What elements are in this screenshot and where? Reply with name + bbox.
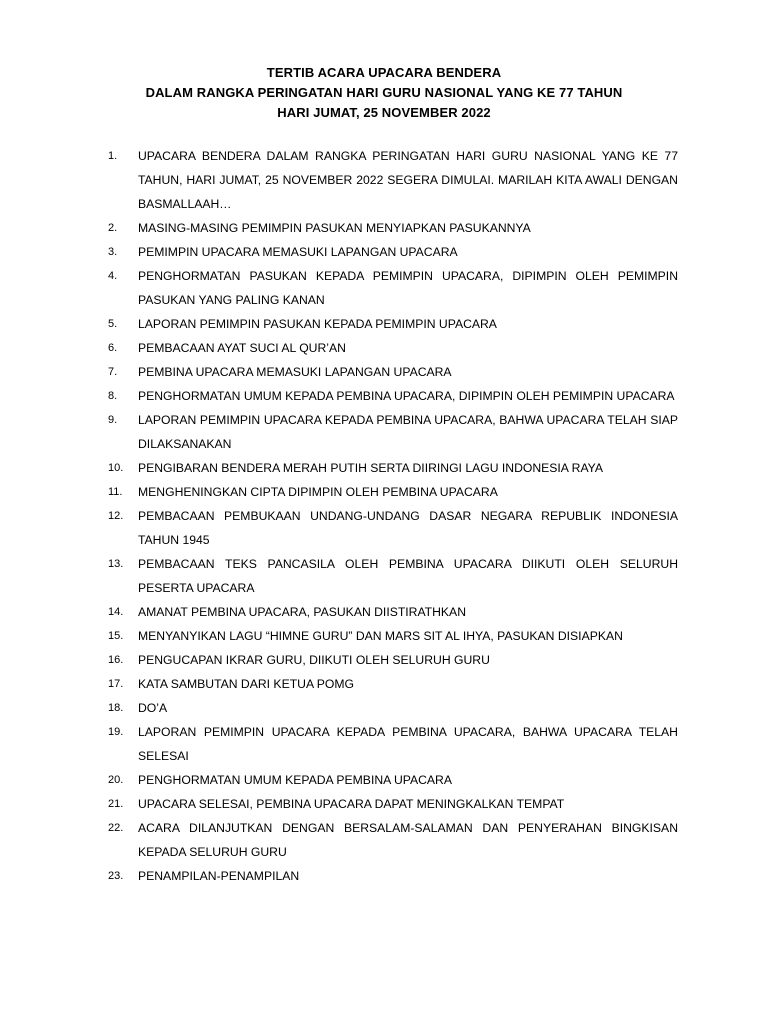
- item-text: PENGUCAPAN IKRAR GURU, DIIKUTI OLEH SELURUH GURU: [138, 653, 490, 667]
- list-item: [108, 864, 678, 888]
- item-text: MENYANYIKAN LAGU “HIMNE GURU” DAN MARS SIT AL IHYA, PASUKAN DISIAPKAN: [138, 629, 623, 643]
- item-text: PEMBACAAN TEKS PANCASILA OLEH PEMBINA UPACARA DIIKUTI OLEH SELURUH PESERTA UPACARA: [138, 557, 678, 595]
- title-line-3: HARI JUMAT, 25 NOVEMBER 2022: [277, 105, 491, 120]
- item-number: 11.: [108, 486, 123, 498]
- item-text: DO’A: [138, 701, 168, 715]
- item-text: LAPORAN PEMIMPIN PASUKAN KEPADA PEMIMPIN UPACARA: [138, 317, 497, 331]
- list-item: [108, 816, 678, 864]
- item-text: PEMBACAAN PEMBUKAAN UNDANG-UNDANG DASAR NEGARA REPUBLIK INDONESIA TAHUN 1945: [138, 509, 678, 547]
- item-number: 8.: [108, 390, 118, 402]
- item-number: 4.: [108, 270, 118, 282]
- item-text: PEMBINA UPACARA MEMASUKI LAPANGAN UPACARA: [138, 365, 452, 379]
- list-item: [108, 336, 678, 360]
- list-item: [108, 216, 678, 240]
- item-number: 10.: [108, 462, 124, 474]
- document-title: [0, 63, 768, 123]
- list-item: [108, 792, 678, 816]
- item-text: AMANAT PEMBINA UPACARA, PASUKAN DIISTIRATHKAN: [138, 605, 466, 619]
- list-item: [108, 144, 678, 216]
- agenda-list: [108, 144, 678, 888]
- list-item: [108, 408, 678, 456]
- list-item: [108, 360, 678, 384]
- title-line-2: DALAM RANGKA PERINGATAN HARI GURU NASIONAL YANG KE 77 TAHUN: [145, 85, 623, 100]
- item-text: PENAMPILAN-PENAMPILAN: [138, 869, 300, 883]
- item-text: ACARA DILANJUTKAN DENGAN BERSALAM-SALAMAN DAN PENYERAHAN BINGKISAN KEPADA SELURUH GURU: [138, 821, 678, 859]
- item-number: 1.: [108, 150, 118, 162]
- list-item: [108, 552, 678, 600]
- list-item: [108, 504, 678, 552]
- list-item: [108, 672, 678, 696]
- item-text: MENGHENINGKAN CIPTA DIPIMPIN OLEH PEMBINA UPACARA: [138, 485, 498, 499]
- list-item: [108, 600, 678, 624]
- item-number: 5.: [108, 318, 118, 330]
- item-text: PEMIMPIN UPACARA MEMASUKI LAPANGAN UPACARA: [138, 245, 458, 259]
- item-text: PENGIBARAN BENDERA MERAH PUTIH SERTA DIIRINGI LAGU INDONESIA RAYA: [138, 461, 604, 475]
- item-text: KATA SAMBUTAN DARI KETUA POMG: [138, 677, 355, 691]
- list-item: [108, 696, 678, 720]
- item-text: PENGHORMATAN PASUKAN KEPADA PEMIMPIN UPACARA, DIPIMPIN OLEH PEMIMPIN PASUKAN YANG PALING KANAN: [138, 269, 678, 307]
- list-item: [108, 648, 678, 672]
- item-text: MASING-MASING PEMIMPIN PASUKAN MENYIAPKAN PASUKANNYA: [138, 221, 531, 235]
- item-number: 14.: [108, 606, 124, 618]
- item-number: 22.: [108, 822, 124, 834]
- item-text: PENGHORMATAN UMUM KEPADA PEMBINA UPACARA: [138, 773, 452, 787]
- list-item: [108, 768, 678, 792]
- item-number: 21.: [108, 798, 124, 810]
- item-text: UPACARA SELESAI, PEMBINA UPACARA DAPAT MENINGKALKAN TEMPAT: [138, 797, 565, 811]
- item-number: 3.: [108, 246, 118, 258]
- item-number: 15.: [108, 630, 124, 642]
- list-item: [108, 456, 678, 480]
- list-item: [108, 384, 678, 408]
- item-text: PEMBACAAN AYAT SUCI AL QUR’AN: [138, 341, 346, 355]
- item-number: 20.: [108, 774, 124, 786]
- item-text: LAPORAN PEMIMPIN UPACARA KEPADA PEMBINA UPACARA, BAHWA UPACARA TELAH SELESAI: [138, 725, 678, 763]
- item-number: 9.: [108, 414, 118, 426]
- item-number: 6.: [108, 342, 118, 354]
- list-item: [108, 312, 678, 336]
- item-number: 16.: [108, 654, 124, 666]
- list-item: [108, 480, 678, 504]
- list-item: [108, 264, 678, 312]
- item-number: 2.: [108, 222, 118, 234]
- item-number: 12.: [108, 510, 124, 522]
- item-text: UPACARA BENDERA DALAM RANGKA PERINGATAN HARI GURU NASIONAL YANG KE 77 TAHUN, HARI JUMAT, 25 NOVEMBER 2022 SEGERA DIMULAI. MARILAH KITA AWALI DENGAN BASMALLAAH…: [138, 149, 678, 211]
- title-line-1: TERTIB ACARA UPACARA BENDERA: [266, 65, 502, 80]
- item-number: 19.: [108, 726, 124, 738]
- item-number: 7.: [108, 366, 118, 378]
- item-text: LAPORAN PEMIMPIN UPACARA KEPADA PEMBINA UPACARA, BAHWA UPACARA TELAH SIAP DILAKSANAKAN: [138, 413, 678, 451]
- item-number: 13.: [108, 558, 124, 570]
- item-number: 17.: [108, 678, 124, 690]
- list-item: [108, 240, 678, 264]
- list-item: [108, 624, 678, 648]
- item-number: 18.: [108, 702, 124, 714]
- item-text: PENGHORMATAN UMUM KEPADA PEMBINA UPACARA, DIPIMPIN OLEH PEMIMPIN UPACARA: [138, 389, 675, 403]
- item-number: 23.: [108, 870, 124, 882]
- list-item: [108, 720, 678, 768]
